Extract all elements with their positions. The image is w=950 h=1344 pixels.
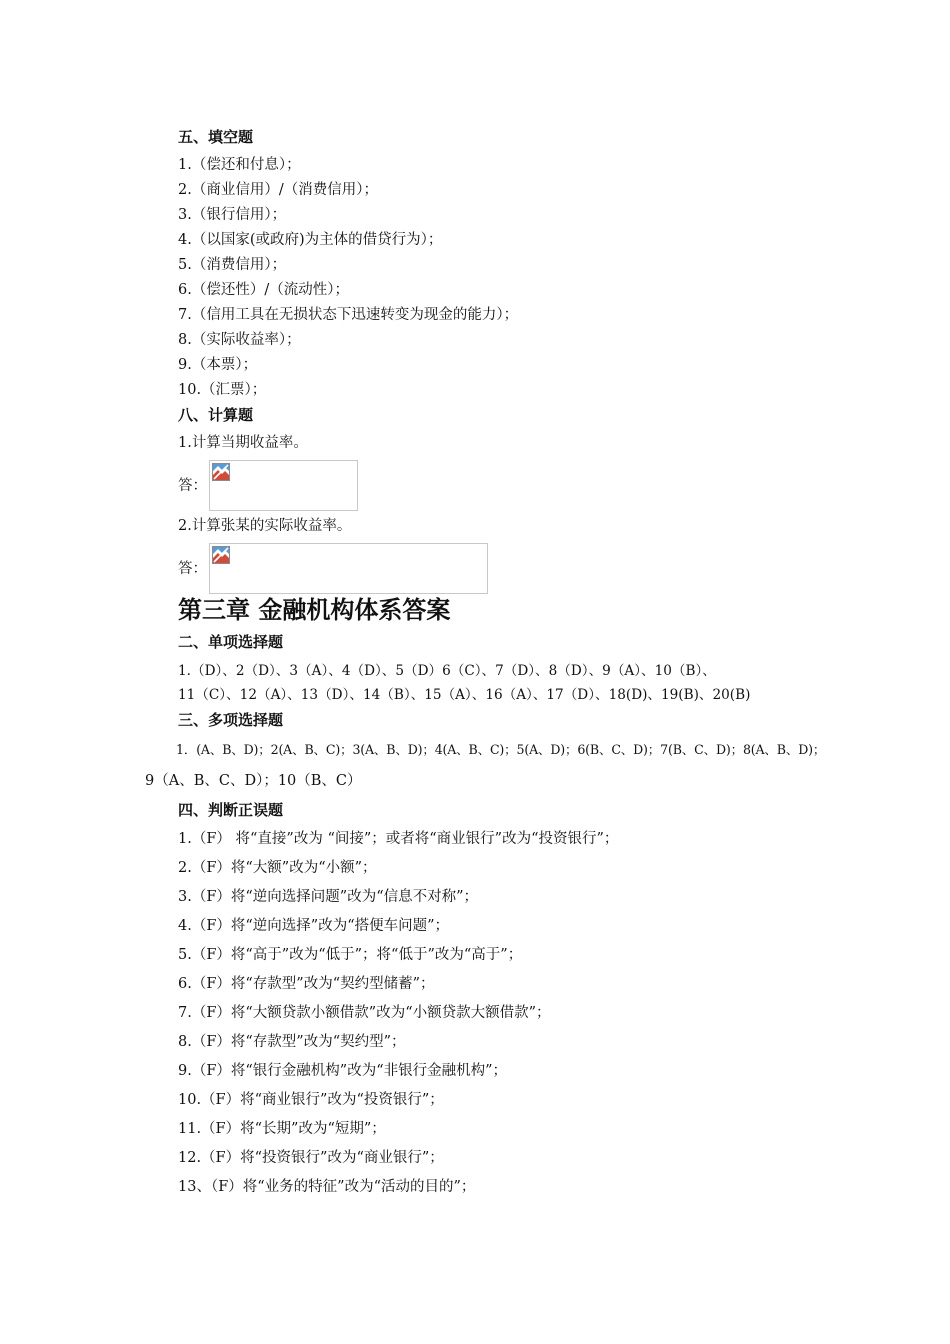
true-false-item: 1.（F） 将“直接”改为 “间接”；或者将“商业银行”改为“投资银行”； xyxy=(178,831,619,847)
true-false-item: 5.（F）将“高于”改为“低于”；将“低于”改为“高于”； xyxy=(178,947,523,963)
true-false-item: 12.（F）将“投资银行”改为“商业银行”； xyxy=(178,1150,444,1166)
fill-blank-item: 7.（信用工具在无损状态下迅速转变为现金的能力）； xyxy=(178,307,519,323)
fill-blank-item: 3.（银行信用）； xyxy=(178,207,287,223)
true-false-item: 7.（F）将“大额贷款小额借款”改为“小额贷款大额借款”； xyxy=(178,1005,551,1021)
calc-heading: 八、计算题 xyxy=(178,406,254,424)
answer-image-1 xyxy=(209,460,358,511)
broken-image-icon xyxy=(212,463,230,481)
broken-image-icon xyxy=(212,546,230,564)
calc-answer-label-2: 答： xyxy=(178,561,207,577)
fill-blank-item: 9.（本票）； xyxy=(178,357,258,373)
multi-choice-line-2: 9（A、B、C、D）；10（B、C） xyxy=(145,773,362,789)
fill-blank-item: 4.（以国家(或政府)为主体的借贷行为）； xyxy=(178,232,443,248)
true-false-item: 3.（F）将“逆向选择问题”改为“信息不对称”； xyxy=(178,889,479,905)
fill-blank-heading: 五、填空题 xyxy=(178,128,254,146)
single-choice-line-2: 11（C）、12（A）、13（D）、14（B）、15（A）、16（A）、17（D）、18(D)、19(B)、20(B) xyxy=(178,687,751,703)
true-false-item: 13、（F）将“业务的特征”改为“活动的目的”； xyxy=(178,1179,476,1195)
multi-choice-heading: 三、多项选择题 xyxy=(178,711,284,729)
true-false-item: 2.（F）将“大额”改为“小额”； xyxy=(178,860,377,876)
calc-question-2: 2.计算张某的实际收益率。 xyxy=(178,518,352,534)
fill-blank-item: 5.（消费信用）； xyxy=(178,257,287,273)
true-false-heading: 四、判断正误题 xyxy=(178,801,284,819)
fill-blank-item: 10.（汇票）； xyxy=(178,382,267,398)
true-false-item: 9.（F）将“银行金融机构”改为“非银行金融机构”； xyxy=(178,1063,508,1079)
chapter-title: 第三章 金融机构体系答案 xyxy=(178,596,451,624)
fill-blank-item: 8.（实际收益率）； xyxy=(178,332,301,348)
fill-blank-item: 1.（偿还和付息）； xyxy=(178,157,301,173)
true-false-item: 10.（F）将“商业银行”改为“投资银行”； xyxy=(178,1092,444,1108)
multi-choice-line-1: 1．(A、B、D)；2(A、B、C)；3(A、B、D)；4(A、B、C)；5(A、D)；6(B、C、D)；7(B、C、D)；8(A、B、D)； xyxy=(176,742,826,757)
answer-image-2 xyxy=(209,543,488,594)
true-false-item: 8.（F）将“存款型”改为“契约型”； xyxy=(178,1034,406,1050)
fill-blank-item: 6.（偿还性）/（流动性）； xyxy=(178,282,349,298)
true-false-item: 6.（F）将“存款型”改为“契约型储蓄”； xyxy=(178,976,435,992)
true-false-item: 4.（F）将“逆向选择”改为“搭便车问题”； xyxy=(178,918,450,934)
true-false-item: 11.（F）将“长期”改为“短期”； xyxy=(178,1121,386,1137)
single-choice-line-1: 1.（D）、2（D）、3（A）、4（D）、5（D）6（C）、7（D）、8（D）、9（A）、10（B）、 xyxy=(178,663,716,679)
calc-answer-label-1: 答： xyxy=(178,478,207,494)
calc-question-1: 1.计算当期收益率。 xyxy=(178,435,308,451)
fill-blank-item: 2.（商业信用）/（消费信用）； xyxy=(178,182,378,198)
single-choice-heading: 二、单项选择题 xyxy=(178,633,284,651)
